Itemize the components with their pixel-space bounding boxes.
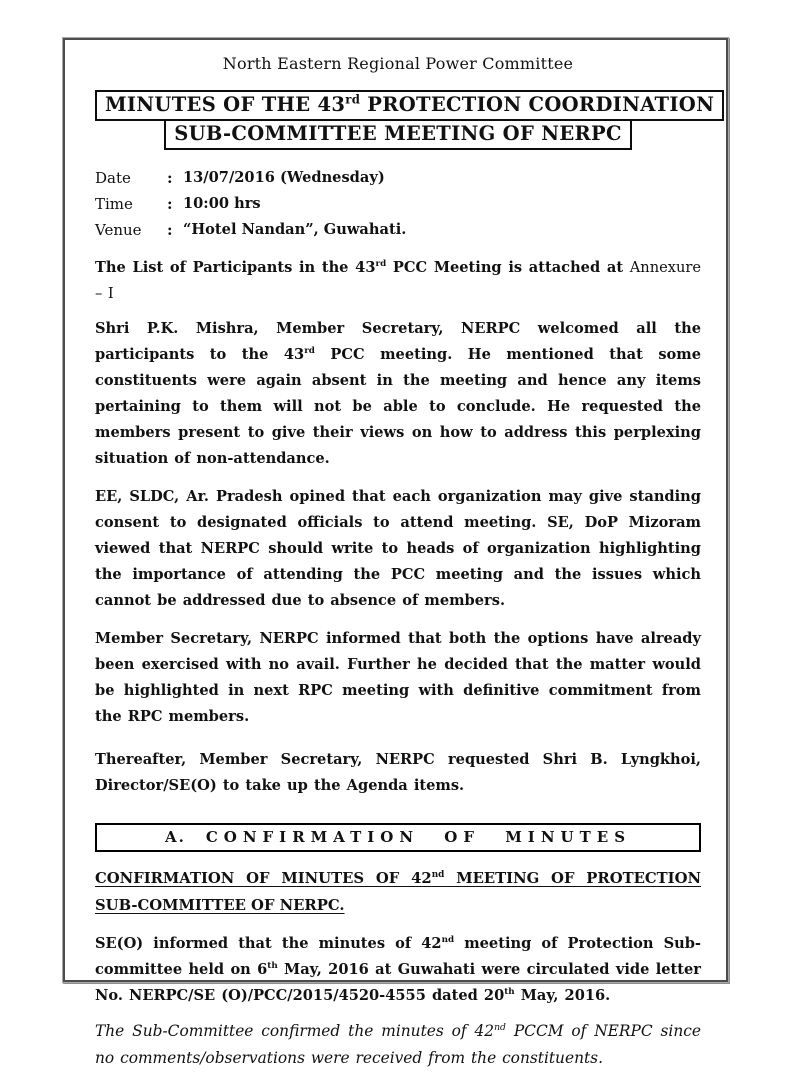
time-value: 10:00 hrs: [183, 195, 261, 212]
document-title: [95, 90, 715, 150]
welcome-paragraph: Shri P.K. Mishra, Member Secretary, NERPC welcomed all the participants to the 43rd PCC meeting. He mentioned that some constituents were again absent in the meeting and hence any items pertaining to them will not be able to conclude. He requested the members present to give their views on how to address this perplexing situation of non-attendance.: [95, 320, 701, 467]
confirmation-of-minutes-heading: CONFIRMATION OF MINUTES OF 42nd MEETING OF PROTECTION SUB-COMMITTEE OF NERPC.: [95, 870, 701, 914]
venue-value: “Hotel Nandan”, Guwahati.: [183, 221, 407, 238]
agenda-handover-paragraph: Thereafter, Member Secretary, NERPC requested Shri B. Lyngkhoi, Director/SE(O) to take up the Agenda items.: [95, 751, 701, 794]
section-letter: A.: [164, 828, 186, 846]
date-value: 13/07/2016 (Wednesday): [183, 169, 385, 186]
document-page: [63, 38, 728, 1067]
colon-separator: :: [167, 221, 173, 239]
colon-separator: :: [167, 195, 173, 213]
section-a-heading-box: [95, 823, 701, 852]
organization-name: North Eastern Regional Power Committee: [222, 54, 574, 73]
minutes-confirmed-paragraph: The Sub-Committee confirmed the minutes of 42nd PCCM of NERPC since no comments/observations were received from the constituents.: [95, 1021, 701, 1067]
member-views-paragraph: EE, SLDC, Ar. Pradesh opined that each organization may give standing consent to designated officials to attend meeting. SE, DoP Mizoram viewed that NERPC should write to heads of organization highlighting the importance of attending the PCC meeting and the issues which cannot be addressed due to absence of members.: [95, 488, 701, 609]
seo-circulation-paragraph: SE(O) informed that the minutes of 42nd meeting of Protection Sub-committee held on 6th May, 2016 at Guwahati were circulated vide letter No. NERPC/SE (O)/PCC/2015/4520-4555 dated 20th May, 2016.: [95, 935, 701, 1004]
document-title-line-2: SUB-COMMITTEE MEETING OF NERPC: [164, 119, 632, 150]
time-label: Time: [95, 195, 133, 213]
meeting-meta: [95, 165, 701, 243]
section-title: CONFIRMATION OF MINUTES: [205, 828, 632, 846]
venue-label: Venue: [95, 221, 142, 239]
options-exercised-paragraph: Member Secretary, NERPC informed that both the options have already been exercised with no avail. Further he decided that the matter would be highlighted in next RPC meeting with definitive commitment from the RPC members.: [95, 630, 701, 725]
page-border-frame: [62, 37, 729, 1067]
meta-row-venue: [95, 217, 701, 243]
date-label: Date: [95, 169, 131, 187]
colon-separator: :: [167, 169, 173, 187]
meta-row-date: [95, 165, 701, 191]
document-title-line-1: MINUTES OF THE 43rd PROTECTION COORDINATION: [95, 90, 724, 121]
participants-note: The List of Participants in the 43rd PCC Meeting is attached at Annexure – I: [95, 259, 701, 302]
meta-row-time: [95, 191, 701, 217]
